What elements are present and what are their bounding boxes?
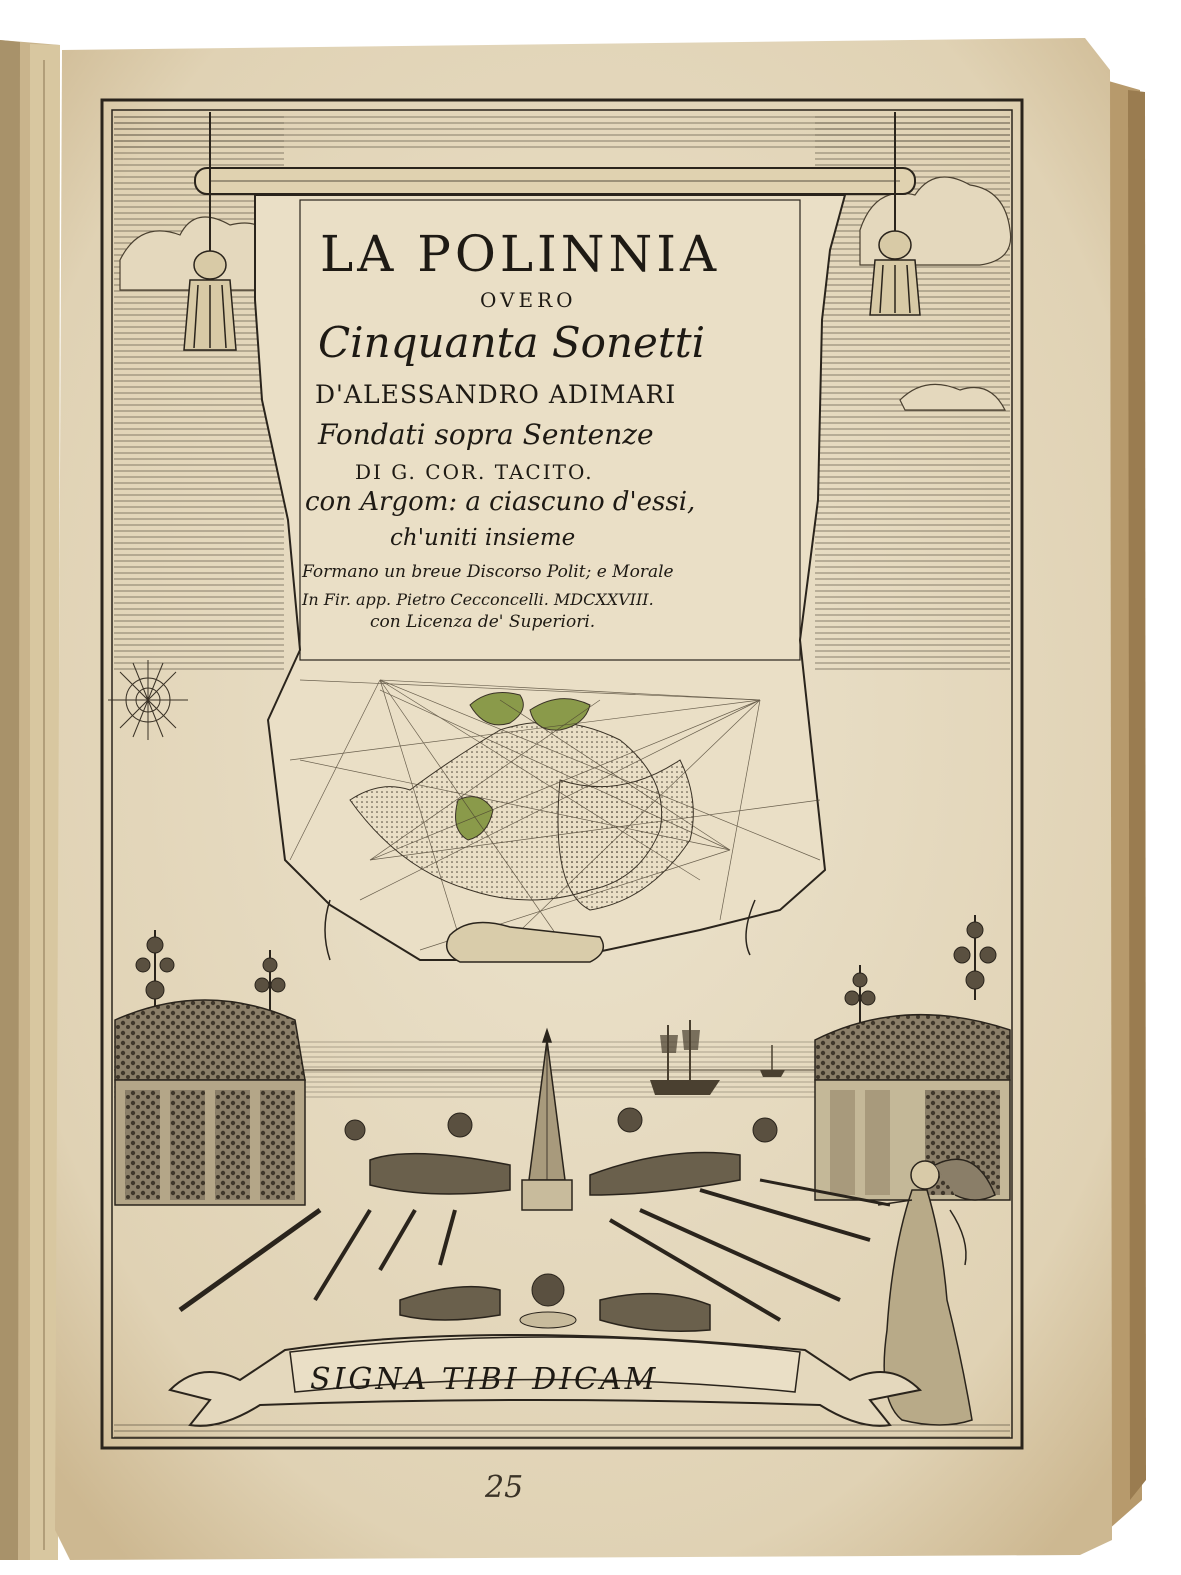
title-overo: OVERO: [480, 288, 577, 312]
ground-hatching: [114, 1420, 1010, 1438]
title-cinquanta-sonetti: Cinquanta Sonetti: [318, 318, 706, 367]
title-tacito: DI G. COR. TACITO.: [355, 460, 594, 484]
title-licenza: con Licenza de' Superiori.: [370, 612, 596, 632]
title-fondati: Fondati sopra Sentenze: [318, 418, 654, 451]
title-formano: Formano un breue Discorso Polit; e Morale: [302, 562, 674, 582]
title-imprint: In Fir. app. Pietro Cecconcelli. MDCXXVIII.: [302, 590, 654, 609]
pergola-left: [115, 1000, 305, 1205]
handwritten-page-number: 25: [485, 1470, 524, 1505]
title-uniti: ch'uniti insieme: [390, 525, 576, 551]
title-argomenti: con Argom: a ciascuno d'essi,: [305, 487, 696, 517]
title-author: D'ALESSANDRO ADIMARI: [315, 380, 677, 409]
title-main: LA POLINNIA: [320, 225, 721, 283]
motto-text: SIGNA TIBI DICAM: [310, 1362, 659, 1397]
sun-icon: [108, 660, 188, 740]
